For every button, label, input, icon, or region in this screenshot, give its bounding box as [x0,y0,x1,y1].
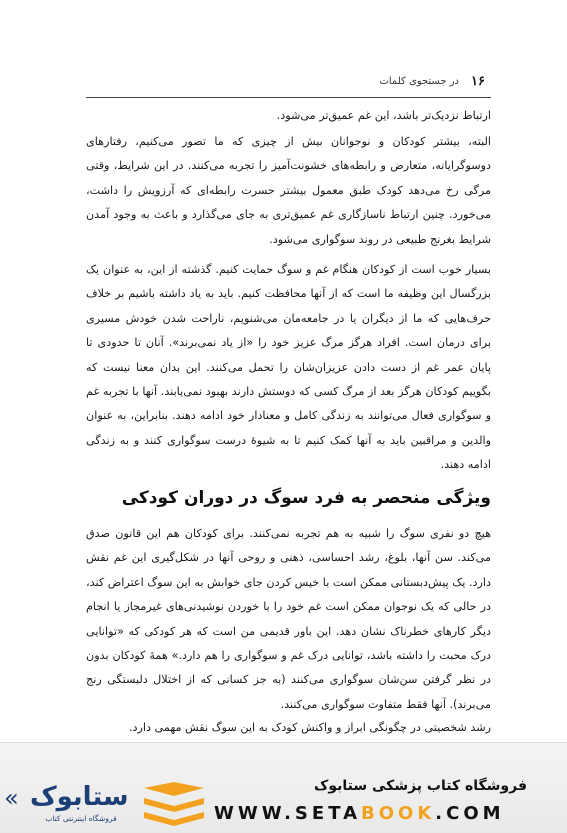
page-header [0,74,567,94]
page-number: ۱۶ [471,74,485,89]
store-name: فروشگاه کتاب پزشکی ستابوک [314,778,527,794]
url-accent: BOOK [361,803,436,824]
logo-tagline: فروشگاه اینترنتی کتاب [45,814,117,823]
section-heading: ویژگی منحصر به فرد سوگ در دوران کودکی [121,488,491,508]
header-divider [86,97,491,98]
url-suffix: .COM [435,803,505,824]
section-paragraph-2: رشد شخصیتی در چگونگی ابراز و واکنش کودک به این سوگ نقش مهمی دارد. [128,721,491,734]
store-logo[interactable] [4,782,222,828]
section-paragraph-1: هیچ دو نفری سوگ را شبیه به هم تجربه نمی‌کنند. برای کودکان هم این قانون صدق می‌کند. سن آنها، بلوغ، رشد احساسی، ذهنی و روحی آنها در شکل‌گیری این غم نقش دارد. یک پیش‌دبستانی ممکن است با خیس کردن جای خوابش به این سوگ اعتراض کند، در حالی که یک نوجوان ممکن است غم خود را با خوردن نوشیدنی‌های غیرمجاز یا انجام دیگر کارهای خطرناک نشان دهد. این باور قدیمی من است که هر کودکی که «توانایی درک محبت را داشته باشد، توانایی درک غم و سوگواری را هم دارد.» همهٔ کودکان بدون در نظر گرفتن سن‌شان سوگواری می‌کنند (به جز کسانی که از اختلال دلبستگی رنج می‌برند). آنها فقط متفاوت سوگواری می‌کنند. [86,527,491,711]
logo-text: ستابوک [30,782,129,812]
stack-logo-icon [138,782,210,826]
paragraph-3: بسیار خوب است از کودکان هنگام غم و سوگ حمایت کنیم. گذشته از این، به عنوان یک بزرگسال این وظیفه ما است که از آنها محافظت کنیم. باید به یاد داشته باشیم بر خلاف حرف‌هایی که ما از دیگران یا در جامعه‌مان می‌شنویم، ناراحت شدن خودش مسیری برای درمان است. افراد هرگز مرگ عزیز خود را «از یاد نمی‌برند». آنان تا حدودی تا پایان عمر غم از دست دادن عزیزان‌شان را تحمل می‌کنند. این بدان معنا نیست که بگوییم کودکان هرگز بعد از مرگ کسی که دوستش دارند بهبود نمی‌یابند. آنها با تجربه غم و سوگواری فعال می‌توانند به زندگی کامل و معنادار خود ادامه دهند. بنابراین، به عنوان والدین و مراقبین باید به آنها کمک کنیم تا به شیوهٔ درست سوگواری کنند و به زندگی ادامه دهند. [86,263,491,472]
double-chevron-icon: « [4,784,19,812]
running-title: در جستجوی کلمات [379,76,459,87]
paragraph-1: ارتباط نزدیک‌تر باشد، این غم عمیق‌تر می‌شود. [276,109,491,122]
store-url[interactable] [214,803,534,824]
url-prefix: WWW.SETA [214,803,362,824]
paragraph-2: البته، بیشتر کودکان و نوجوانان بیش از چیزی که ما تصور می‌کنیم، رفتارهای دوسوگرایانه، متعارض و رابطه‌های خشونت‌آمیز را تجربه می‌کنند. در این شرایط، وقتی مرگی رخ می‌دهد کودک طبق معمول بیشتر حسرت رابطه‌ای که آرزویش را داشت، می‌خورد. چنین ارتباط ناسازگاری غم عمیق‌تری به جای می‌گذارد و باعث به وجود آمدن شرایط بغرنج طبیعی در روند سوگواری می‌شود. [86,135,491,246]
